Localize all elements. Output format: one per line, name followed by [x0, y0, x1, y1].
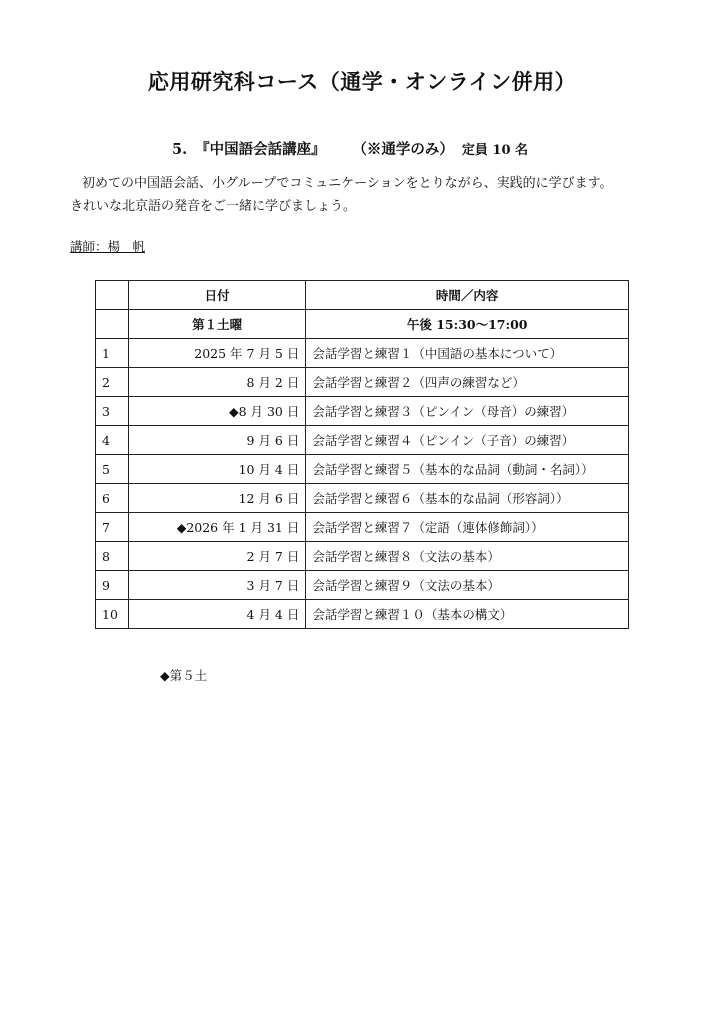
row-date: ◆2026 年 1 月 31 日 — [128, 513, 305, 542]
header-date: 日付 — [128, 281, 305, 310]
table-row — [96, 339, 629, 368]
schedule-table — [95, 280, 629, 629]
course-number: 5. — [172, 141, 188, 158]
table-subheader-row — [96, 310, 629, 339]
table-row — [96, 513, 629, 542]
row-topic: 会話学習と練習３（ピンイン（母音）の練習） — [306, 397, 629, 426]
table-row — [96, 455, 629, 484]
row-number: 8 — [96, 542, 129, 571]
table-row — [96, 368, 629, 397]
row-date: ◆8 月 30 日 — [128, 397, 305, 426]
row-topic: 会話学習と練習８（文法の基本） — [306, 542, 629, 571]
row-date: 9 月 6 日 — [128, 426, 305, 455]
row-date: 4 月 4 日 — [128, 600, 305, 629]
course-capacity: 定員 10 名 — [461, 143, 529, 158]
row-date: 8 月 2 日 — [128, 368, 305, 397]
instructor-label: 講師：楊 帆 — [70, 239, 146, 254]
row-topic: 会話学習と練習５（基本的な品詞（動詞・名詞）） — [306, 455, 629, 484]
table-row — [96, 397, 629, 426]
row-number: 7 — [96, 513, 129, 542]
row-number: 10 — [96, 600, 129, 629]
table-row — [96, 571, 629, 600]
row-topic: 会話学習と練習１（中国語の基本について） — [306, 339, 629, 368]
subheader-num — [96, 310, 129, 339]
row-topic: 会話学習と練習９（文法の基本） — [306, 571, 629, 600]
row-date: 3 月 7 日 — [128, 571, 305, 600]
row-number: 9 — [96, 571, 129, 600]
intro-line-2: きれいな北京語の発音をご一緒に学びましょう。 — [70, 199, 357, 214]
row-date: 10 月 4 日 — [128, 455, 305, 484]
page-title: 応用研究科コース（通学・オンライン併用） — [147, 69, 577, 94]
table-row — [96, 600, 629, 629]
row-number: 3 — [96, 397, 129, 426]
row-topic: 会話学習と練習４（ピンイン（子音）の練習） — [306, 426, 629, 455]
course-note: （※通学のみ） — [359, 141, 454, 158]
row-topic: 会話学習と練習７（定語（連体修飾詞）） — [306, 513, 629, 542]
row-number: 6 — [96, 484, 129, 513]
row-date: 2 月 7 日 — [128, 542, 305, 571]
row-date: 2025 年 7 月 5 日 — [128, 339, 305, 368]
intro-line-1: 初めての中国語会話、小グループでコミュニケーションをとりながら、実践的に学びます。 — [82, 176, 613, 191]
row-topic: 会話学習と練習１０（基本の構文） — [306, 600, 629, 629]
row-date: 12 月 6 日 — [128, 484, 305, 513]
row-number: 2 — [96, 368, 129, 397]
table-row — [96, 484, 629, 513]
row-number: 5 — [96, 455, 129, 484]
row-topic: 会話学習と練習６（基本的な品詞（形容詞）） — [306, 484, 629, 513]
header-topic: 時間／内容 — [306, 281, 629, 310]
course-name: 『中国語会話講座』 — [195, 141, 326, 158]
table-header-row — [96, 281, 629, 310]
subheader-date: 第１土曜 — [128, 310, 305, 339]
course-heading — [172, 138, 528, 159]
table-row — [96, 542, 629, 571]
subheader-time: 午後 15:30〜17:00 — [306, 310, 629, 339]
row-topic: 会話学習と練習２（四声の練習など） — [306, 368, 629, 397]
table-row — [96, 426, 629, 455]
header-num — [96, 281, 129, 310]
row-number: 4 — [96, 426, 129, 455]
footnote: ◆第５土 — [160, 668, 208, 683]
row-number: 1 — [96, 339, 129, 368]
